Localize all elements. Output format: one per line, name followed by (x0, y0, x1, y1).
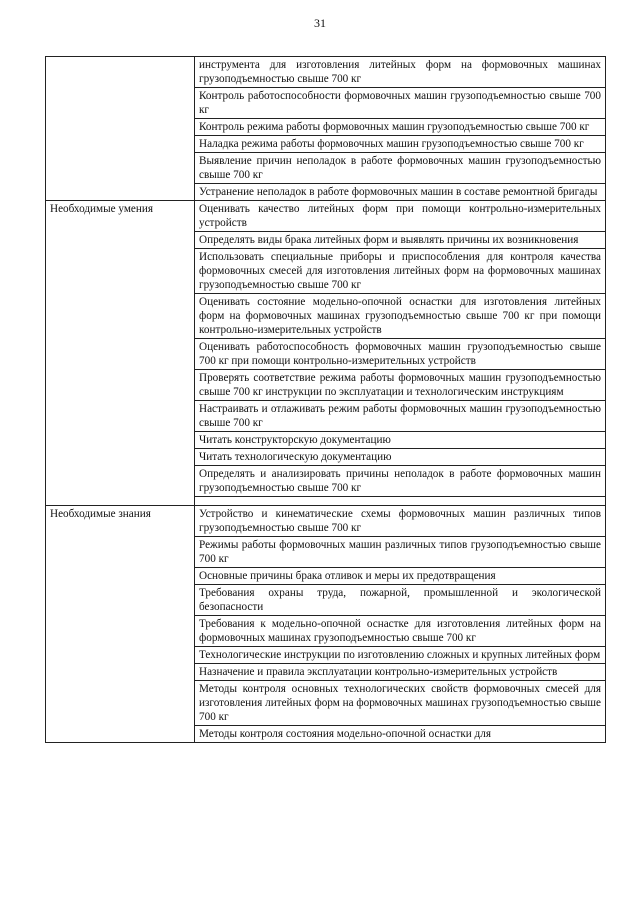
table-row (46, 201, 606, 232)
section-item: Выявление причин неполадок в работе формовочных машин грузоподъемностью свыше 700 кг (195, 153, 606, 184)
section-item: Читать технологическую документацию (195, 449, 606, 466)
section-label: Необходимые умения (46, 201, 195, 506)
section-item: Определять виды брака литейных форм и выявлять причины их возникновения (195, 232, 606, 249)
section-item: Наладка режима работы формовочных машин грузоподъемностью свыше 700 кг (195, 136, 606, 153)
section-item: Определять и анализировать причины неполадок в работе формовочных машин грузоподъемностью свыше 700 кг (195, 466, 606, 497)
section-item: Оценивать качество литейных форм при помощи контрольно-измерительных устройств (195, 201, 606, 232)
spacer-cell (195, 497, 606, 506)
section-item: Основные причины брака отливок и меры их предотвращения (195, 568, 606, 585)
section-item: Методы контроля состояния модельно-опочной оснастки для (195, 726, 606, 743)
section-item: Устройство и кинематические схемы формовочных машин различных типов грузоподъемностью свыше 700 кг (195, 506, 606, 537)
page-number: 31 (314, 16, 326, 30)
section-label (46, 57, 195, 201)
section-item: Оценивать работоспособность формовочных машин грузоподъемностью свыше 700 кг при помощи контрольно-измерительных устройств (195, 339, 606, 370)
section-item: Технологические инструкции по изготовлению сложных и крупных литейных форм (195, 647, 606, 664)
section-item: Проверять соответствие режима работы формовочных машин грузоподъемностью свыше 700 кг инструкции по эксплуатации и технологическим инструкциям (195, 370, 606, 401)
section-item: Контроль работоспособности формовочных машин грузоподъемностью свыше 700 кг (195, 88, 606, 119)
section-item: Режимы работы формовочных машин различных типов грузоподъемностью свыше 700 кг (195, 537, 606, 568)
section-item: Использовать специальные приборы и приспособления для контроля качества формовочных смесей для изготовления литейных форм на формовочных машинах грузоподъемностью свыше 700 кг (195, 249, 606, 294)
table-row (46, 57, 606, 88)
section-item: Настраивать и отлаживать режим работы формовочных машин грузоподъемностью свыше 700 кг (195, 401, 606, 432)
section-item: Контроль режима работы формовочных машин грузоподъемностью свыше 700 кг (195, 119, 606, 136)
section-item: Читать конструкторскую документацию (195, 432, 606, 449)
section-item: Требования охраны труда, пожарной, промышленной и экологической безопасности (195, 585, 606, 616)
competency-table (45, 56, 606, 743)
section-item: Методы контроля основных технологических свойств формовочных смесей для изготовления литейных форм на формовочных машинах грузоподъемностью свыше 700 кг (195, 681, 606, 726)
table-row (46, 506, 606, 537)
section-item: Назначение и правила эксплуатации контрольно-измерительных устройств (195, 664, 606, 681)
section-label: Необходимые знания (46, 506, 195, 743)
section-item: Оценивать состояние модельно-опочной оснастки для изготовления литейных форм на формовочных машинах грузоподъемностью свыше 700 кг при помощи контрольно-измерительных устройств (195, 294, 606, 339)
section-item: Устранение неполадок в работе формовочных машин в составе ремонтной бригады (195, 184, 606, 201)
section-item: инструмента для изготовления литейных форм на формовочных машинах грузоподъемностью свыше 700 кг (195, 57, 606, 88)
section-item: Требования к модельно-опочной оснастке для изготовления литейных форм на формовочных машинах грузоподъемностью свыше 700 кг (195, 616, 606, 647)
